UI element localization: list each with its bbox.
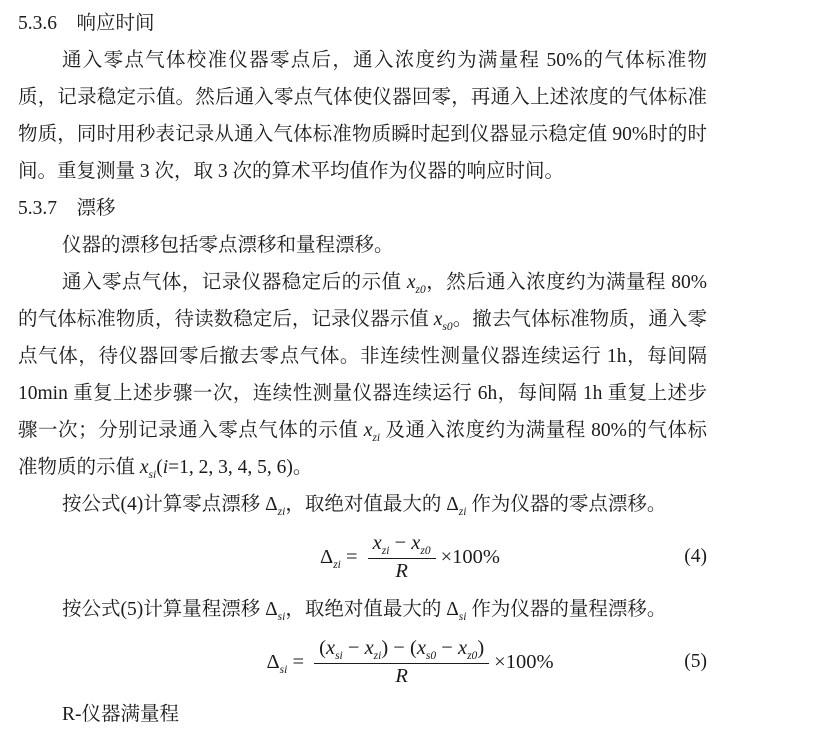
- formula-5-numerator: $(x_{si} - x_{zi}) - (x_{s0} - x_{z0})$: [314, 635, 489, 664]
- section-heading-5-3-6: 5.3.6 响应时间: [18, 13, 155, 34]
- formula-4-denominator: R: [395, 560, 408, 582]
- formula-5-suffix: ×100%: [494, 651, 554, 673]
- formula-5-lhs: $\Delta_{si}$ =: [266, 651, 310, 677]
- formula-4-suffix: ×100%: [440, 546, 500, 568]
- formula-5-fraction: [314, 635, 489, 689]
- paragraph-zero-drift-intro: 按公式(4)计算零点漂移 $\Delta_{zi}$，取绝对值最大的 $\Delta_{zi}$ 作为仪器的零点漂移。: [62, 494, 667, 518]
- section-heading-5-3-7: 5.3.7 漂移: [18, 198, 116, 219]
- formula-5: [266, 635, 553, 689]
- formula-5-row: [18, 635, 707, 689]
- formula-4-fraction: [368, 530, 436, 584]
- paragraph-drift-procedure: 通入零点气体，记录仪器稳定后的示值 $x_{z0}$，然后通入浓度约为满量程 80%的气体标准物质，待读数稳定后，记录仪器示值 $x_{s0}$。撤去气体标准物质，通入零点气体，待仪器回零后撤去零点气体。非连续性测量仪器连续运行 1h，每间隔 10min 重复上述步骤一次，连续性测量仪器连续运行 6h，每间隔 1h 重复上述步骤一次；分别记录通入零点气体的示值 $x_{zi}$ 及通入浓度约为满量程 80%的气体标准物质的示值 $x_{si}(i=1$, 2, 3, 4, 5, 6)。: [18, 272, 707, 481]
- equation-number-5: (5): [684, 651, 707, 672]
- formula-4-lhs: $\Delta_{zi}$ =: [320, 546, 363, 572]
- paragraph-response-time: 通入零点气体校准仪器零点后，通入浓度约为满量程 50%的气体标准物质，记录稳定示值。然后通入零点气体使仪器回零，再通入上述浓度的气体标准物质，同时用秒表记录从通入气体标准物质瞬时起到仪器显示稳定值 90%时的时间。重复测量 3 次，取 3 次的算术平均值作为仪器的响应时间。: [18, 50, 707, 182]
- paragraph-span-drift-intro: 按公式(5)计算量程漂移 $\Delta_{si}$，取绝对值最大的 $\Delta_{si}$ 作为仪器的量程漂移。: [62, 599, 667, 623]
- paragraph-r-definition: R-仪器满量程: [62, 704, 180, 725]
- formula-5-denominator: R: [395, 665, 408, 687]
- formula-4-row: [18, 530, 707, 584]
- paragraph-drift-intro: 仪器的漂移包括零点漂移和量程漂移。: [62, 235, 394, 256]
- equation-number-4: (4): [684, 546, 707, 567]
- formula-4-numerator: $x_{zi} - x_{z0}$: [368, 530, 436, 559]
- formula-4: [320, 530, 500, 584]
